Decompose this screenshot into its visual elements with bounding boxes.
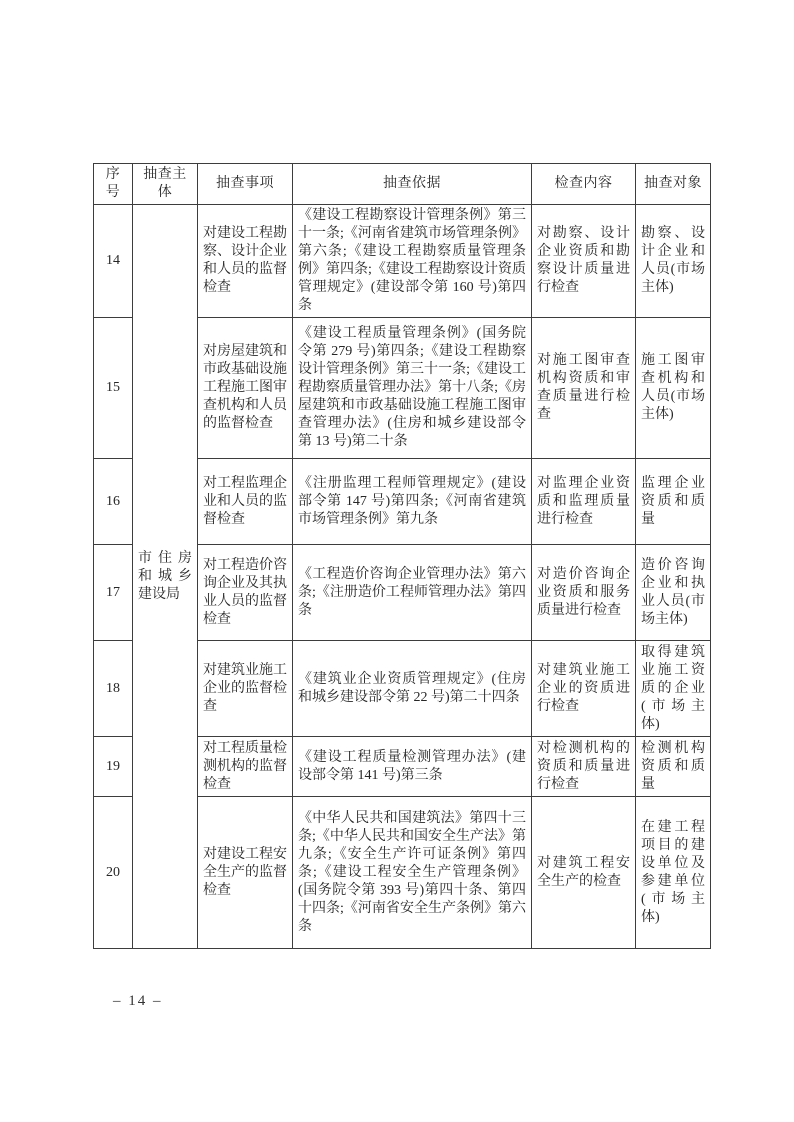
page-number: – 14 – xyxy=(113,993,163,1009)
table-row-14 xyxy=(94,205,711,318)
column-header-item: 抽查事项 xyxy=(198,164,293,205)
row-18-item: 对建筑业施工企业的监督检查 xyxy=(198,641,293,737)
row-20-content: 对建筑工程安全生产的检查 xyxy=(532,797,636,949)
row-19-item: 对工程质量检测机构的监督检查 xyxy=(198,737,293,797)
row-15-content: 对施工图审查机构资质和审查质量进行检查 xyxy=(532,318,636,459)
row-20-target: 在建工程项目的建设单位及参建单位(市场主体) xyxy=(636,797,711,949)
row-16-target: 监理企业资质和质量 xyxy=(636,459,711,545)
column-header-basis: 抽查依据 xyxy=(293,164,532,205)
row-17-content: 对造价咨询企业资质和服务质量进行检查 xyxy=(532,545,636,641)
row-19-target: 检测机构资质和质量 xyxy=(636,737,711,797)
subject-merged-cell: 市住房和城乡建设局 xyxy=(133,205,198,949)
row-19-basis: 《建设工程质量检测管理办法》(建设部令第 141 号)第三条 xyxy=(293,737,532,797)
row-16-seq: 16 xyxy=(94,459,133,545)
row-18-seq: 18 xyxy=(94,641,133,737)
row-15-item: 对房屋建筑和市政基础设施工程施工图审查机构和人员的监督检查 xyxy=(198,318,293,459)
row-15-seq: 15 xyxy=(94,318,133,459)
row-17-basis: 《工程造价咨询企业管理办法》第六条;《注册造价工程师管理办法》第四条 xyxy=(293,545,532,641)
row-19-content: 对检测机构的资质和质量进行检查 xyxy=(532,737,636,797)
row-17-item: 对工程造价咨询企业及其执业人员的监督检查 xyxy=(198,545,293,641)
row-16-content: 对监理企业资质和监理质量进行检查 xyxy=(532,459,636,545)
row-20-item: 对建设工程安全生产的监督检查 xyxy=(198,797,293,949)
row-15-basis: 《建设工程质量管理条例》(国务院令第 279 号)第四条;《建设工程勘察设计管理条例》第三十一条;《建设工程勘察质量管理办法》第十八条;《房屋建筑和市政基础设施工程施工图审查管理办法》(住房和城乡建设部令第 13 号)第二十条 xyxy=(293,318,532,459)
header-row xyxy=(94,164,711,205)
column-header-content: 检查内容 xyxy=(532,164,636,205)
row-16-item: 对工程监理企业和人员的监督检查 xyxy=(198,459,293,545)
row-18-basis: 《建筑业企业资质管理规定》(住房和城乡建设部令第 22 号)第二十四条 xyxy=(293,641,532,737)
column-header-seq: 序号 xyxy=(94,164,133,205)
row-14-item: 对建设工程勘察、设计企业和人员的监督检查 xyxy=(198,205,293,318)
column-header-target: 抽查对象 xyxy=(636,164,711,205)
row-14-basis: 《建设工程勘察设计管理条例》第三十一条;《河南省建筑市场管理条例》第六条;《建设工程勘察质量管理条例》第四条;《建设工程勘察设计资质管理规定》(建设部令第 160 号)第四条 xyxy=(293,205,532,318)
column-header-subject: 抽查主体 xyxy=(133,164,198,205)
row-15-target: 施工图审查机构和人员(市场主体) xyxy=(636,318,711,459)
inspection-table xyxy=(93,163,711,949)
row-17-seq: 17 xyxy=(94,545,133,641)
row-14-content: 对勘察、设计企业资质和勘察设计质量进行检查 xyxy=(532,205,636,318)
row-18-content: 对建筑业施工企业的资质进行检查 xyxy=(532,641,636,737)
row-20-basis: 《中华人民共和国建筑法》第四十三条;《中华人民共和国安全生产法》第九条;《安全生产许可证条例》第四条;《建设工程安全生产管理条例》(国务院令第 393 号)第四十条、第四十四条;《河南省安全生产条例》第六条 xyxy=(293,797,532,949)
row-14-target: 勘察、设计企业和人员(市场主体) xyxy=(636,205,711,318)
row-16-basis: 《注册监理工程师管理规定》(建设部令第 147 号)第四条;《河南省建筑市场管理条例》第九条 xyxy=(293,459,532,545)
row-17-target: 造价咨询企业和执业人员(市场主体) xyxy=(636,545,711,641)
row-14-seq: 14 xyxy=(94,205,133,318)
row-20-seq: 20 xyxy=(94,797,133,949)
row-18-target: 取得建筑业施工资质的企业(市场主体) xyxy=(636,641,711,737)
row-19-seq: 19 xyxy=(94,737,133,797)
